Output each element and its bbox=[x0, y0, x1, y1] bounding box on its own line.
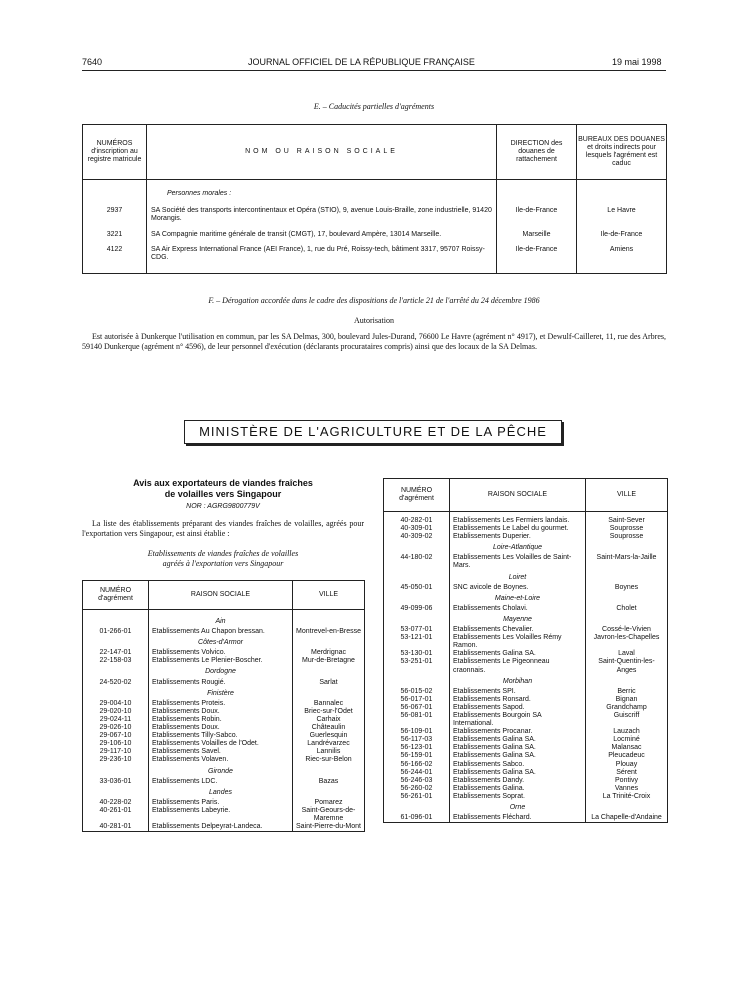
table-row bbox=[384, 704, 668, 712]
col-nom: NOM OU RAISON SOCIALE bbox=[147, 125, 497, 180]
right-table-header bbox=[384, 479, 668, 512]
section-e-title: E. – Caducités partielles d'agréments bbox=[313, 102, 435, 111]
raison-sociale: Etablissements Doux. bbox=[149, 724, 293, 732]
nor-reference: NOR : AGRG9800779V bbox=[186, 503, 260, 510]
table-row bbox=[384, 814, 668, 823]
row-nom: SA Air Express International France (AEI France), 1, rue du Pré, Roissy-tech, bâtiment 3317, 95707 Roissy-CDG. bbox=[147, 244, 497, 274]
row-bureau: Amiens bbox=[609, 245, 634, 253]
table-row bbox=[384, 793, 668, 801]
left-establishments-table bbox=[82, 580, 365, 832]
table-row bbox=[83, 657, 365, 665]
raison-sociale: Etablissements Au Chapon bressan. bbox=[149, 628, 293, 636]
agrement-number: 53-121-01 bbox=[384, 634, 450, 650]
table-row bbox=[384, 533, 668, 541]
region-spacer bbox=[83, 687, 149, 700]
agrement-number: 29-236-10 bbox=[83, 756, 149, 764]
raison-sociale: Etablissements Les Volailles Rémy Ramon. bbox=[450, 634, 586, 650]
row-bureau: Ile-de-France bbox=[600, 230, 643, 238]
col-direction: DIRECTION des douanes de rattachement bbox=[497, 125, 577, 180]
region-spacer bbox=[384, 571, 450, 584]
agrement-number: 56-244-01 bbox=[384, 769, 450, 777]
avis-title-line2: de volailles vers Singapour bbox=[164, 489, 282, 499]
table-row bbox=[384, 752, 668, 760]
agrement-number: 45-050-01 bbox=[384, 584, 450, 592]
ville: Riec-sur-Belon bbox=[305, 756, 352, 764]
ville: Guiscriff bbox=[613, 711, 640, 719]
agrement-number: 40-309-01 bbox=[384, 525, 450, 533]
raison-sociale: Etablissements LDC. bbox=[149, 778, 293, 786]
ville: Saint-Sever bbox=[608, 517, 645, 524]
table-caption bbox=[82, 549, 364, 569]
raison-sociale: Etablissements Labeyrie. bbox=[149, 807, 293, 823]
agrement-number: 22-147-01 bbox=[83, 649, 149, 657]
ville: Bignan bbox=[615, 695, 638, 703]
table-row bbox=[384, 761, 668, 769]
section-e-table bbox=[82, 124, 667, 274]
ville: Landrévarzec bbox=[307, 740, 350, 748]
agrement-number: 56-166-02 bbox=[384, 761, 450, 769]
ville: Merdrignac bbox=[310, 649, 346, 657]
table-row bbox=[83, 756, 365, 764]
table-row bbox=[83, 799, 365, 807]
agrement-number: 56-117-03 bbox=[384, 736, 450, 744]
agrement-number: 53-077-01 bbox=[384, 626, 450, 634]
table-row bbox=[384, 626, 668, 634]
raison-sociale: Etablissements Tilly-Sabco. bbox=[149, 732, 293, 740]
region-spacer bbox=[83, 765, 149, 778]
ville: Briec-sur-l'Odet bbox=[304, 707, 353, 715]
ville: Pomarez bbox=[314, 798, 343, 806]
region-spacer bbox=[586, 592, 668, 605]
agrement-number: 56-081-01 bbox=[384, 712, 450, 728]
ville: Saint-Quentin-les-Anges bbox=[598, 658, 655, 674]
raison-sociale: Etablissements Doux. bbox=[149, 708, 293, 716]
ville: La Trinité-Croix bbox=[602, 792, 651, 800]
agrement-number: 29-004-10 bbox=[83, 700, 149, 708]
region-name: Gironde bbox=[149, 765, 293, 778]
region-spacer bbox=[384, 541, 450, 554]
col-numeros: NUMÉROS d'inscription au registre matricule bbox=[83, 125, 147, 180]
table-row bbox=[384, 769, 668, 777]
ville: Saint-Mars-la-Jaille bbox=[596, 554, 657, 562]
region-name: Morbihan bbox=[450, 675, 586, 688]
raison-sociale: Etablissements Le Label du gourmet. bbox=[450, 525, 586, 533]
agrement-number: 29-117-10 bbox=[83, 748, 149, 756]
raison-sociale: Etablissements Galina SA. bbox=[450, 769, 586, 777]
raison-sociale: Etablissements Galina SA. bbox=[450, 752, 586, 760]
agrement-number: 40-282-01 bbox=[384, 517, 450, 525]
region-spacer bbox=[586, 613, 668, 626]
table-row bbox=[384, 525, 668, 533]
row-direction: Ile-de-France bbox=[497, 205, 577, 229]
region-spacer bbox=[83, 665, 149, 678]
raison-sociale: Etablissements Duperier. bbox=[450, 533, 586, 541]
region-name: Côtes-d'Armor bbox=[149, 636, 293, 649]
raison-sociale: Etablissements Sapod. bbox=[450, 704, 586, 712]
ville: Vannes bbox=[614, 784, 639, 792]
raison-sociale: Etablissements Procanar. bbox=[450, 728, 586, 736]
region-spacer bbox=[83, 786, 149, 799]
region-row bbox=[384, 541, 668, 554]
row-num: 3221 bbox=[83, 229, 147, 244]
col-numero: NUMÉRO d'agrément bbox=[384, 479, 450, 512]
agrement-number: 53-130-01 bbox=[384, 650, 450, 658]
raison-sociale: Etablissements Galina SA. bbox=[450, 650, 586, 658]
region-name: Maine-et-Loire bbox=[450, 592, 586, 605]
raison-sociale: Etablissements Savel. bbox=[149, 748, 293, 756]
agrement-number: 24-520-02 bbox=[83, 679, 149, 687]
col-ville: VILLE bbox=[293, 581, 365, 610]
region-row bbox=[83, 615, 365, 628]
raison-sociale: Etablissements Les Volailles de Saint-Mars. bbox=[450, 554, 586, 570]
ville: Bannalec bbox=[313, 699, 344, 707]
agrement-number: 56-261-01 bbox=[384, 793, 450, 801]
table-row bbox=[384, 688, 668, 696]
table-row bbox=[384, 736, 668, 744]
ville: Grandchamp bbox=[606, 703, 647, 711]
table-row bbox=[83, 244, 667, 274]
raison-sociale: Etablissements Paris. bbox=[149, 799, 293, 807]
region-name: Loiret bbox=[450, 571, 586, 584]
ville: Sérent bbox=[616, 768, 637, 776]
region-name: Mayenne bbox=[450, 613, 586, 626]
raison-sociale: Etablissements Proteis. bbox=[149, 700, 293, 708]
region-row bbox=[384, 613, 668, 626]
ville: Saint-Pierre-du-Mont bbox=[296, 823, 361, 831]
raison-sociale: Etablissements Les Fermiers landais. bbox=[450, 517, 586, 525]
region-spacer bbox=[586, 571, 668, 584]
ville: Locminé bbox=[613, 736, 640, 744]
row-num: 4122 bbox=[83, 244, 147, 274]
table-row bbox=[83, 716, 365, 724]
region-row bbox=[83, 786, 365, 799]
table-row bbox=[384, 658, 668, 674]
region-spacer bbox=[586, 801, 668, 814]
ville: Guerlesquin bbox=[309, 732, 348, 740]
agrement-number: 44-180-02 bbox=[384, 554, 450, 570]
row-bureau: Le Havre bbox=[607, 206, 636, 214]
region-spacer bbox=[384, 613, 450, 626]
table-row bbox=[83, 700, 365, 708]
raison-sociale: Etablissements Sabco. bbox=[450, 761, 586, 769]
left-table-header bbox=[83, 581, 365, 610]
ville: Boynes bbox=[614, 583, 639, 591]
agrement-number: 56-246-03 bbox=[384, 777, 450, 785]
agrement-number: 29-026-10 bbox=[83, 724, 149, 732]
ville: Saint-Geours-de-Maremne bbox=[301, 806, 356, 822]
table-row bbox=[83, 732, 365, 740]
table-row bbox=[384, 785, 668, 793]
raison-sociale: Etablissements Galina. bbox=[450, 785, 586, 793]
agrement-number: 56-123-01 bbox=[384, 744, 450, 752]
region-spacer bbox=[586, 541, 668, 554]
table-row bbox=[83, 708, 365, 716]
row-direction: Marseille bbox=[497, 229, 577, 244]
region-spacer bbox=[384, 675, 450, 688]
region-spacer bbox=[293, 665, 365, 678]
agrement-number: 40-228-02 bbox=[83, 799, 149, 807]
region-spacer bbox=[293, 636, 365, 649]
table-row bbox=[83, 724, 365, 732]
table-row bbox=[83, 823, 365, 832]
region-name: Finistère bbox=[149, 687, 293, 700]
row-nom: SA Société des transports intercontinentaux et Opéra (STIO), 9, avenue Louis-Braille, zone industrielle, 91420 Morangis. bbox=[147, 205, 497, 229]
ville: Berric bbox=[617, 687, 636, 695]
row-num: 2937 bbox=[83, 205, 147, 229]
header-rule bbox=[82, 70, 666, 71]
col-raison-sociale: RAISON SOCIALE bbox=[149, 581, 293, 610]
raison-sociale: Etablissements Volailles de l'Odet. bbox=[149, 740, 293, 748]
table-row bbox=[83, 679, 365, 687]
ville: Cholet bbox=[616, 604, 637, 612]
section-e-subheading-row bbox=[83, 180, 667, 205]
table-row bbox=[384, 584, 668, 592]
raison-sociale: Etablissements Fléchard. bbox=[450, 814, 586, 823]
region-row bbox=[384, 675, 668, 688]
table-row bbox=[83, 778, 365, 786]
ville: Mur-de-Bretagne bbox=[302, 657, 355, 665]
agrement-number: 56-109-01 bbox=[384, 728, 450, 736]
table-row bbox=[384, 517, 668, 525]
avis-title bbox=[82, 478, 364, 500]
table-row bbox=[384, 696, 668, 704]
table-row bbox=[384, 712, 668, 728]
raison-sociale: Etablissements Bourgoin SA International. bbox=[450, 712, 586, 728]
table-row bbox=[83, 229, 667, 244]
section-f-title: F. – Dérogation accordée dans le cadre des dispositions de l'article 21 de l'arrêté du 24 décembre 1986 bbox=[208, 296, 540, 305]
ministry-banner: MINISTÈRE DE L'AGRICULTURE ET DE LA PÊCHE bbox=[184, 420, 562, 444]
col-bureaux: BUREAUX DES DOUANES et droits indirects pour lesquels l'agrément est caduc bbox=[577, 125, 667, 180]
ville: Sarlat bbox=[319, 678, 338, 686]
section-f-subtitle: Autorisation bbox=[354, 316, 394, 325]
region-spacer bbox=[586, 675, 668, 688]
table-row bbox=[384, 728, 668, 736]
table-row bbox=[384, 650, 668, 658]
raison-sociale: Etablissements Le Pigeonneau craonnais. bbox=[450, 658, 586, 674]
region-name: Orne bbox=[450, 801, 586, 814]
region-row bbox=[83, 636, 365, 649]
raison-sociale: Etablissements Galina SA. bbox=[450, 736, 586, 744]
region-row bbox=[384, 571, 668, 584]
table-row bbox=[83, 649, 365, 657]
raison-sociale: Etablissements Ronsard. bbox=[450, 696, 586, 704]
region-spacer bbox=[293, 765, 365, 778]
col-numero: NUMÉRO d'agrément bbox=[83, 581, 149, 610]
agrement-number: 29-024-11 bbox=[83, 716, 149, 724]
raison-sociale: Etablissements Delpeyrat-Landeca. bbox=[149, 823, 293, 832]
table-row bbox=[83, 807, 365, 823]
raison-sociale: Etablissements SPI. bbox=[450, 688, 586, 696]
agrement-number: 56-260-02 bbox=[384, 785, 450, 793]
table-row bbox=[83, 748, 365, 756]
table-caption-line1: Etablissements de viandes fraîches de volailles bbox=[147, 549, 299, 558]
region-name: Loire-Atlantique bbox=[450, 541, 586, 554]
agrement-number: 61-096-01 bbox=[384, 814, 450, 823]
agrement-number: 33-036-01 bbox=[83, 778, 149, 786]
row-nom: SA Compagnie maritime générale de transit (CMGT), 17, boulevard Ampère, 13014 Marseille. bbox=[147, 229, 497, 244]
agrement-number: 40-261-01 bbox=[83, 807, 149, 823]
region-row bbox=[83, 687, 365, 700]
ville: Laval bbox=[618, 650, 635, 658]
table-caption-line2: agréés à l'exportation vers Singapour bbox=[162, 559, 284, 568]
region-spacer bbox=[293, 687, 365, 700]
agrement-number: 40-281-01 bbox=[83, 823, 149, 832]
region-row bbox=[83, 665, 365, 678]
table-row bbox=[384, 605, 668, 613]
region-spacer bbox=[293, 786, 365, 799]
raison-sociale: Etablissements Soprat. bbox=[450, 793, 586, 801]
row-direction: Ile-de-France bbox=[497, 244, 577, 274]
region-spacer bbox=[293, 615, 365, 628]
raison-sociale: Etablissements Chevalier. bbox=[450, 626, 586, 634]
ville: Cossé-le-Vivien bbox=[602, 626, 651, 634]
avis-title-line1: Avis aux exportateurs de viandes fraîches bbox=[133, 478, 313, 488]
agrement-number: 01-266-01 bbox=[83, 628, 149, 636]
region-name: Landes bbox=[149, 786, 293, 799]
region-row bbox=[384, 592, 668, 605]
region-spacer bbox=[384, 592, 450, 605]
journal-title: JOURNAL OFFICIEL DE LA RÉPUBLIQUE FRANÇAISE bbox=[248, 57, 475, 67]
ville: Carhaix bbox=[316, 715, 341, 723]
agrement-number: 49-099-06 bbox=[384, 605, 450, 613]
region-spacer bbox=[384, 801, 450, 814]
region-spacer bbox=[83, 636, 149, 649]
raison-sociale: Etablissements Robin. bbox=[149, 716, 293, 724]
region-row bbox=[384, 801, 668, 814]
raison-sociale: Etablissements Rougié. bbox=[149, 679, 293, 687]
section-e-header-row bbox=[83, 125, 667, 180]
agrement-number: 29-067-10 bbox=[83, 732, 149, 740]
agrement-number: 40-309-02 bbox=[384, 533, 450, 541]
raison-sociale: Etablissements Volaven. bbox=[149, 756, 293, 764]
personnes-morales: Personnes morales : bbox=[147, 180, 497, 205]
ville: Pleucadeuc bbox=[608, 752, 645, 760]
table-row bbox=[384, 777, 668, 785]
ville: Plouay bbox=[615, 760, 638, 768]
agrement-number: 56-015-02 bbox=[384, 688, 450, 696]
region-spacer bbox=[83, 615, 149, 628]
agrement-number: 22-158-03 bbox=[83, 657, 149, 665]
table-row bbox=[83, 205, 667, 229]
ville: La Chapelle-d'Andaine bbox=[591, 814, 662, 822]
right-establishments-table bbox=[383, 478, 668, 823]
ville: Montrevel-en-Bresse bbox=[296, 628, 361, 636]
table-row bbox=[83, 628, 365, 636]
ville: Souprosse bbox=[609, 525, 644, 533]
ville: Malansac bbox=[611, 744, 642, 752]
col-raison-sociale: RAISON SOCIALE bbox=[450, 479, 586, 512]
raison-sociale: Etablissements Dandy. bbox=[450, 777, 586, 785]
agrement-number: 56-159-01 bbox=[384, 752, 450, 760]
section-f-paragraph: Est autorisée à Dunkerque l'utilisation en commun, par les SA Delmas, 300, boulevard Jules-Durand, 76600 Le Havre (agrément n° 4917), et Dewulf-Cailleret, 11, rue des Arbres, 59140 Dunkerque (agrément n° 4596), de leur personnel d'exécution (déclarants procurataires compris) ainsi que des locaux de la SA Delmas. bbox=[82, 332, 666, 351]
agrement-number: 29-106-10 bbox=[83, 740, 149, 748]
avis-intro: La liste des établissements préparant des viandes fraîches de volailles, agréés pour l'exportation vers Singapour, est ainsi établie : bbox=[82, 519, 364, 538]
raison-sociale: Etablissements Cholavi. bbox=[450, 605, 586, 613]
ville: Lannilis bbox=[316, 748, 341, 756]
agrement-number: 56-017-01 bbox=[384, 696, 450, 704]
region-row bbox=[83, 765, 365, 778]
table-row bbox=[384, 744, 668, 752]
agrement-number: 29-020-10 bbox=[83, 708, 149, 716]
ville: Bazas bbox=[318, 777, 339, 785]
raison-sociale: Etablissements Volvico. bbox=[149, 649, 293, 657]
region-name: Ain bbox=[149, 615, 293, 628]
ville: Souprosse bbox=[609, 533, 644, 541]
page-number: 7640 bbox=[82, 57, 103, 67]
raison-sociale: Etablissements Galina SA. bbox=[450, 744, 586, 752]
raison-sociale: Etablissements Le Plenier-Boscher. bbox=[149, 657, 293, 665]
ville: Châteaulin bbox=[311, 724, 346, 732]
ville: Pontivy bbox=[615, 776, 638, 784]
table-row bbox=[83, 740, 365, 748]
col-ville: VILLE bbox=[586, 479, 668, 512]
table-row bbox=[384, 554, 668, 570]
agrement-number: 56-067-01 bbox=[384, 704, 450, 712]
raison-sociale: SNC avicole de Boynes. bbox=[450, 584, 586, 592]
agrement-number: 53-251-01 bbox=[384, 658, 450, 674]
ville: Javron-les-Chapelles bbox=[593, 634, 660, 642]
issue-date: 19 mai 1998 bbox=[612, 57, 662, 67]
ville: Lauzach bbox=[613, 728, 640, 736]
region-name: Dordogne bbox=[149, 665, 293, 678]
table-row bbox=[384, 634, 668, 650]
